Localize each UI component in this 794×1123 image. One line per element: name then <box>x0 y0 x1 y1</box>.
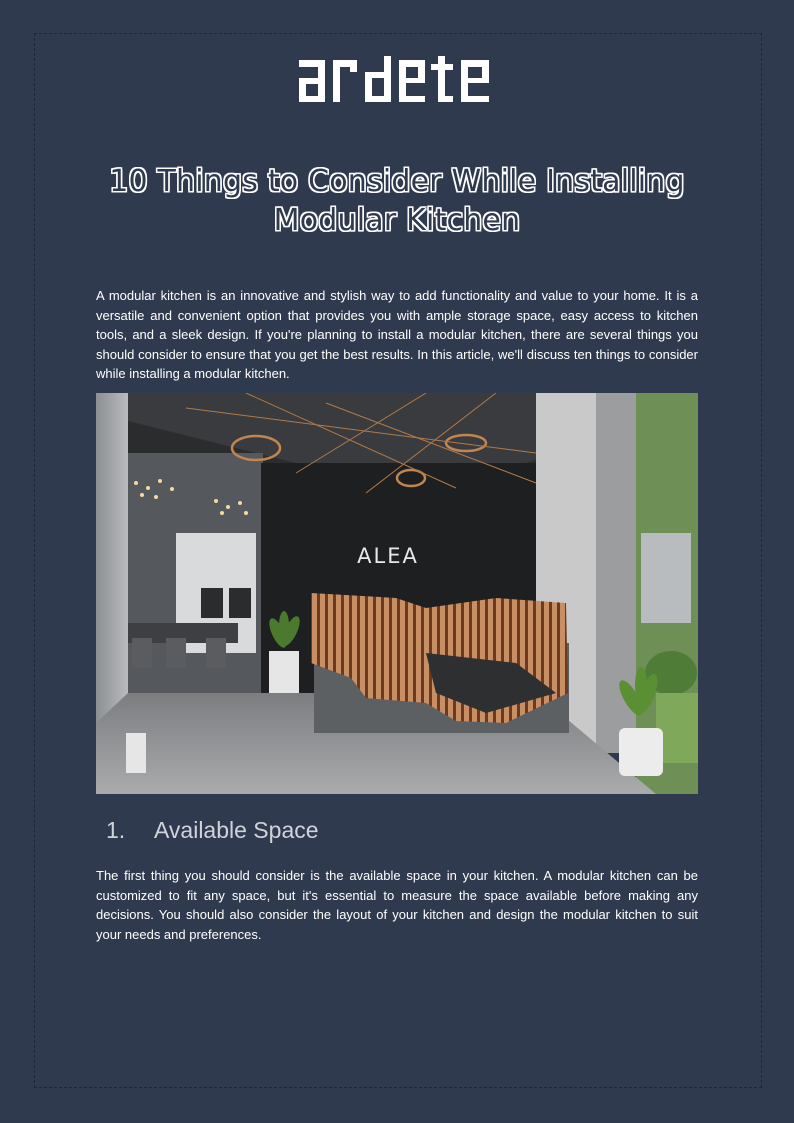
section-heading-available-space <box>106 815 319 845</box>
title-line-2: Modular Kitchen <box>273 203 521 238</box>
section-title: Available Space <box>154 817 319 843</box>
intro-paragraph: A modular kitchen is an innovative and stylish way to add functionality and value to your home. It is a versatile and convenient option that provides you with ample storage space, easy access to kitchen tools, and a sleek design. If you're planning to install a modular kitchen, there are several things you should consider to ensure that you get the best results. In this article, we'll discuss ten things to consider while installing a modular kitchen. <box>96 288 698 382</box>
page-title <box>60 162 734 240</box>
showroom-sign: ALEA <box>357 544 419 568</box>
title-line-1: 10 Things to Consider While Installing <box>109 164 685 199</box>
section-body: The first thing you should consider is the available space in your kitchen. A modular kitchen can be customized to fit any space, but it's essential to measure the space available before making any decisions. You should also consider the layout of your kitchen and design the modular kitchen to suit your needs and preferences. <box>96 868 698 942</box>
section-number: 1. <box>106 817 126 843</box>
showroom-photo <box>96 393 698 794</box>
ardete-logo <box>297 56 497 106</box>
